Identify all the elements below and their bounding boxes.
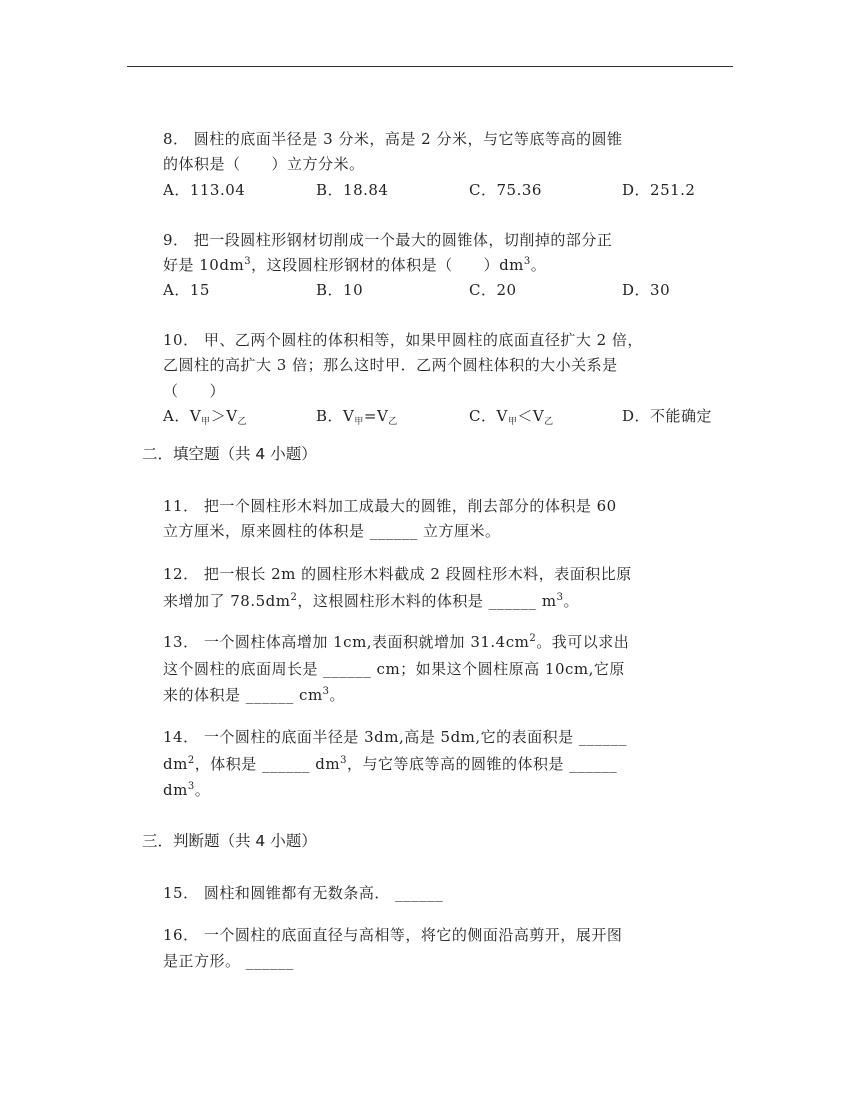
- q12-line1: 12． 把一根长 2m 的圆柱形木料截成 2 段圆柱形木料，表面积比原: [163, 565, 632, 583]
- q16-line2: 是正方形。 ______: [163, 952, 294, 970]
- q8-option-a: A．113.04: [163, 181, 246, 199]
- q8-line1: 8． 圆柱的底面半径是 3 分米，高是 2 分米，与它等底等高的圆锥: [163, 130, 623, 148]
- section-heading-true-false: 三．判断题（共 4 小题）: [142, 832, 317, 850]
- q10-option-c: C．$V_甲<V_乙$: [469, 407, 554, 427]
- q10-option-b: B．$V_甲=V_乙$: [316, 407, 398, 427]
- q8-option-b: B．18.84: [316, 181, 389, 199]
- q9-option-c: C．20: [469, 281, 517, 299]
- q10-option-d: D．不能确定: [622, 407, 713, 425]
- q10-line1: 10． 甲、乙两个圆柱的体积相等，如果甲圆柱的底面直径扩大 2 倍，: [163, 331, 643, 349]
- q13-line2: 这个圆柱的底面周长是 ______ cm；如果这个圆柱原高 10cm,它原: [163, 660, 625, 678]
- q9-option-a: A．15: [163, 281, 210, 299]
- q9-option-b: B．10: [316, 281, 364, 299]
- q9-option-d: D．30: [622, 281, 671, 299]
- q13-line1: 13． 一个圆柱体高增加 1cm,表面积就增加 $31.4cm^2$。我可以求出: [163, 633, 630, 651]
- q15-line1: 15． 圆柱和圆锥都有无数条高． ______: [163, 884, 444, 902]
- q10-option-a: A．$V_甲>V_乙$: [163, 407, 248, 427]
- q13-line3: 来的体积是 ______ $cm^3$。: [163, 686, 346, 704]
- q8-line2: 的体积是（ ）立方分米。: [163, 155, 365, 173]
- q9-line1: 9． 把一段圆柱形钢材切削成一个最大的圆锥体，切削掉的部分正: [163, 231, 613, 249]
- q10-line2: 乙圆柱的高扩大 3 倍；那么这时甲．乙两个圆柱体积的大小关系是: [163, 356, 618, 374]
- q14-line3: $dm^3$。: [163, 781, 211, 799]
- q8-option-d: D．251.2: [622, 181, 696, 199]
- header-rule: [127, 66, 733, 67]
- q9-line2: 好是 $10dm^3$，这段圆柱形钢材的体积是（ ）$dm^3$。: [163, 256, 547, 274]
- q12-line2: 来增加了 $78.5dm^2$，这根圆柱形木料的体积是 ______ $m^3$。: [163, 592, 580, 610]
- q14-line2: $dm^2$，体积是 ______ $dm^3$，与它等底等高的圆锥的体积是 ______: [163, 755, 618, 773]
- q16-line1: 16． 一个圆柱的底面直径与高相等，将它的侧面沿高剪开，展开图: [163, 926, 623, 944]
- q10-line3: （ ）: [163, 382, 226, 400]
- section-heading-fill-in: 二．填空题（共 4 小题）: [142, 445, 317, 463]
- q8-option-c: C．75.36: [469, 181, 542, 199]
- q11-line1: 11． 把一个圆柱形木料加工成最大的圆锥，削去部分的体积是 60: [163, 497, 617, 515]
- q11-line2: 立方厘米，原来圆柱的体积是 ______ 立方厘米。: [163, 522, 501, 540]
- q14-line1: 14． 一个圆柱的底面半径是 3dm,高是 5dm,它的表面积是 ______: [163, 728, 627, 746]
